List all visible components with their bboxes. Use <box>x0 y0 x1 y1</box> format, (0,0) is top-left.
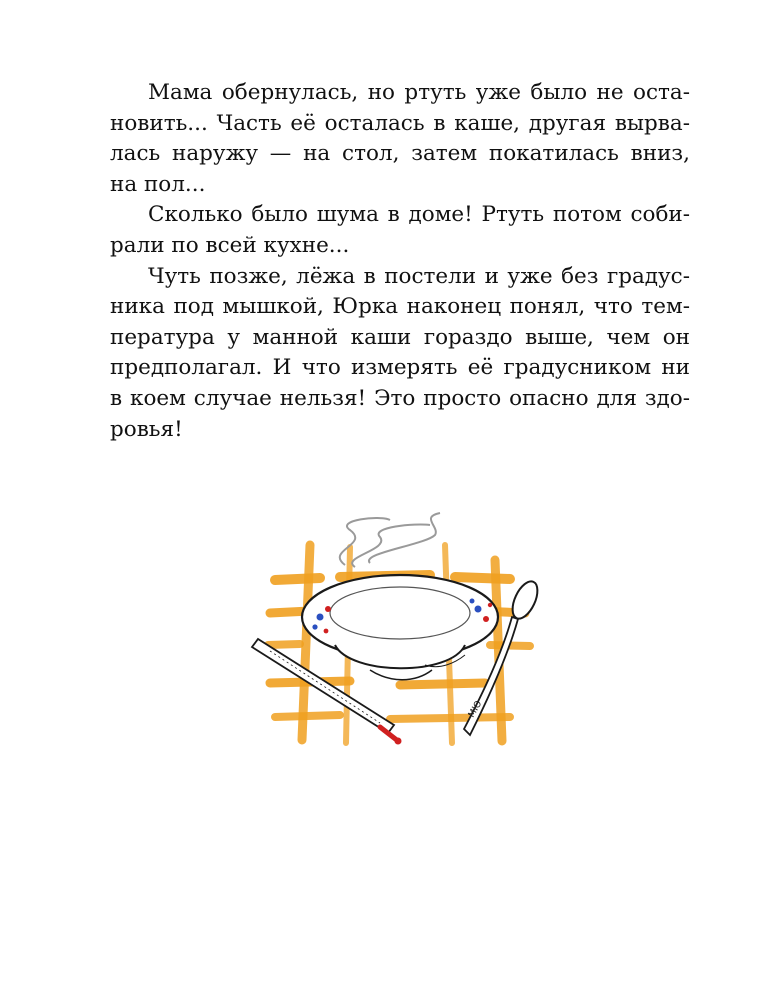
paragraph-1 <box>110 78 690 200</box>
text-line: пература у манной каши гораздо выше, чем он <box>110 324 690 350</box>
text-line: ровья! <box>110 416 183 442</box>
text-line: новить... Часть её осталась в каше, другая вырва- <box>110 110 690 136</box>
text-line: рали по всей кухне... <box>110 232 350 258</box>
spoon-signature: МЮ <box>466 699 485 720</box>
page-text <box>110 78 690 445</box>
text-line: лась наружу — на стол, затем покатилась вниз, <box>110 141 690 167</box>
text-line: предполагал. И что измерять её градусником ни <box>110 355 690 381</box>
text-line: на пол... <box>110 171 206 197</box>
paragraph-3 <box>110 262 690 446</box>
text-line: в коем случае нельзя! Это просто опасно для здо- <box>110 385 690 411</box>
porridge-illustration <box>240 505 540 755</box>
plate <box>302 575 498 680</box>
text-line: Чуть позже, лёжа в постели и уже без градус- <box>148 263 690 289</box>
paragraph-2 <box>110 200 690 261</box>
text-line: Сколько было шума в доме! Ртуть потом соби- <box>148 202 690 228</box>
text-line: ника под мышкой, Юрка наконец понял, что тем- <box>110 294 690 320</box>
text-line: Мама обернулась, но ртуть уже было не оста- <box>148 80 690 105</box>
